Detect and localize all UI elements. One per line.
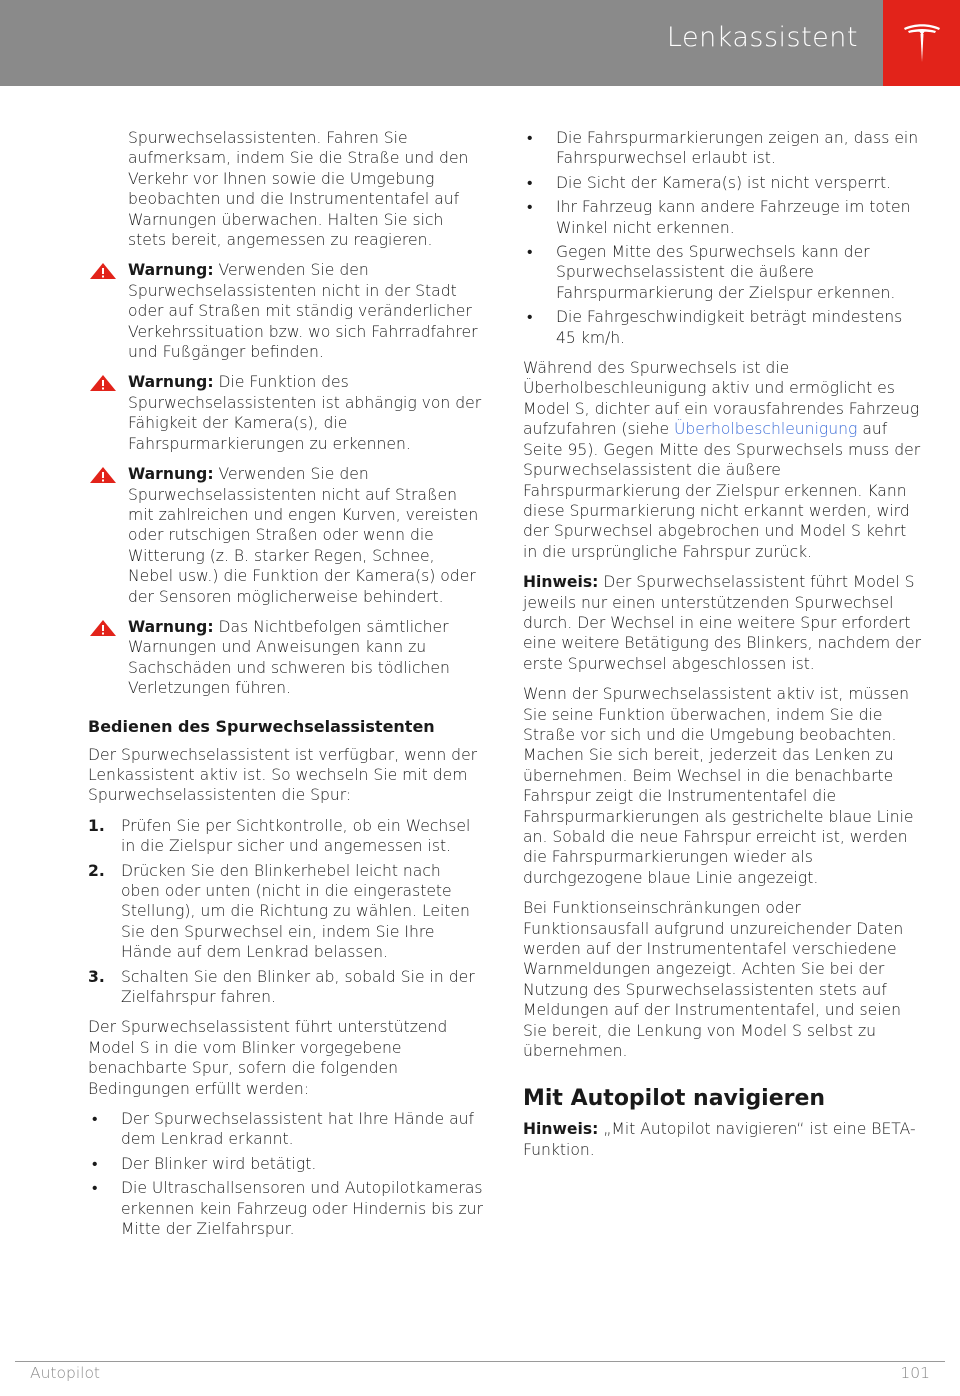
right-column: [523, 128, 923, 1170]
note-label: Hinweis:: [523, 573, 599, 592]
paragraph-text: auf Seite 95). Gegen Mitte des Spurwechsels muss der Spurwechselassistent die äußere Fahrspurmarkierung der Zielspur erkennen. Kann diese Spurmarkierung nicht erkannt werden, wird der Spurwechsel abgebrochen und Model S kehrt in die ursprüngliche Fahrspur zurück.: [523, 420, 921, 561]
warning-text: Die Funktion des Spurwechselassistenten ist abhängig von der Fähigkeit der Kamera(s), die Fahrspurmarkierungen zu erkennen.: [128, 373, 482, 453]
paragraph-text: Während des Spurwechsels ist die Überholbeschleunigung aktiv und ermöglicht es Model S, dichter auf ein vorausfahrendes Fahrzeug aufzufahren (siehe: [523, 359, 920, 439]
note-text: Der Spurwechselassistent führt Model S jeweils nur einen unterstützenden Spurwechsel durch. Der Wechsel in eine weitere Spur erfordert eine weitere Betätigung des Blinkers, nachdem der erste Spurwechsel abgeschlossen ist.: [523, 573, 922, 673]
note-label: Hinweis:: [523, 1120, 599, 1139]
warning-block: [88, 464, 483, 607]
step-text: Drücken Sie den Blinkerhebel leicht nach oben oder unten (nicht in die eingerastete Stellung), um die Richtung zu wählen. Leiten Sie den Spurwechsel ein, indem Sie Ihre Hände auf dem Lenkrad belassen.: [121, 861, 470, 962]
list-item: • Der Spurwechselassistent hat Ihre Hände auf dem Lenkrad erkannt.: [88, 1109, 483, 1150]
list-item: [88, 967, 483, 1008]
warning-label: Warnung:: [128, 261, 214, 280]
overtake-acceleration-link[interactable]: Überholbeschleunigung: [674, 420, 858, 439]
warning-label: Warnung:: [128, 617, 214, 636]
step-number: 2.: [88, 861, 105, 880]
list-item: [88, 816, 483, 857]
navigate-heading: Mit Autopilot navigieren: [523, 1086, 826, 1112]
step-text: Schalten Sie den Blinker ab, sobald Sie in der Zielfahrspur fahren.: [121, 967, 475, 1007]
limitations-paragraph: Bei Funktionseinschränkungen oder Funktionsausfall aufgrund unzureichender Daten werden auf der Instrumententafel verschiedene Warnmeldungen angezeigt. Achten Sie bei der Nutzung des Spurwechselassistenten stets auf Meldungen auf der Instrumententafel, und seien Sie bereit, die Lenkung von Model S selbst zu übernehmen.: [523, 899, 904, 1061]
step-number: 3.: [88, 967, 105, 986]
warning-triangle-icon: [88, 619, 118, 637]
page-number: 101: [900, 1364, 930, 1382]
warning-text: Das Nichtbefolgen sämtlicher Warnungen und Anweisungen kann zu Sachschäden und schweren bis tödlichen Verletzungen führen.: [128, 617, 450, 698]
footer-divider: [15, 1361, 945, 1362]
step-number: 1.: [88, 816, 105, 835]
warning-text: Verwenden Sie den Spurwechselassistenten nicht auf Straßen mit zahlreichen und engen Kurven, vereisten oder rutschigen Straßen oder wenn die Witterung (z. B. starker Regen, Schnee, Nebel usw.) die Funktion der Kamera(s) oder der Sensoren möglicherweise behindert.: [128, 465, 479, 606]
conditions-list: [88, 1109, 483, 1239]
list-item: • Gegen Mitte des Spurwechsels kann der Spurwechselassistent die äußere Fahrspurmarkierung der Zielspur erkennen.: [523, 242, 923, 303]
tesla-logo: [883, 0, 960, 86]
footer-section: Autopilot: [30, 1364, 100, 1382]
overtake-paragraph: [523, 358, 923, 562]
list-item: • Die Ultraschallsensoren und Autopilotkameras erkennen kein Fahrzeug oder Hindernis bis zur Mitte der Zielfahrspur.: [88, 1178, 483, 1239]
tesla-logo-icon: [902, 22, 942, 64]
warning-label: Warnung:: [128, 465, 214, 484]
list-item: • Die Sicht der Kamera(s) ist nicht versperrt.: [523, 173, 923, 193]
list-item: • Die Fahrspurmarkierungen zeigen an, dass ein Fahrspurwechsel erlaubt ist.: [523, 128, 923, 169]
list-item: • Die Fahrgeschwindigkeit beträgt mindestens 45 km/h.: [523, 307, 923, 348]
warning-block: [88, 372, 483, 454]
intro-paragraph: Spurwechselassistenten. Fahren Sie aufmerksam, indem Sie die Straße und den Verkehr vor Ihnen sowie die Umgebung beobachten und die Instrumententafel auf Warnungen überwachen. Halten Sie sich stets bereit, angemessen zu reagieren.: [128, 129, 469, 250]
page-header: [0, 0, 960, 86]
note-text: „Mit Autopilot navigieren“ ist eine BETA-Funktion.: [523, 1120, 916, 1159]
conditions-intro: Der Spurwechselassistent führt unterstützend Model S in die vom Blinker vorgegebene benachbarte Spur, sofern die folgenden Bedingungen erfüllt werden:: [88, 1018, 448, 1098]
step-text: Prüfen Sie per Sichtkontrolle, ob ein Wechsel in die Zielspur sicher und angemessen ist.: [121, 816, 471, 856]
warning-label: Warnung:: [128, 373, 214, 392]
warning-block: [88, 260, 483, 362]
warning-triangle-icon: [88, 466, 118, 484]
note-paragraph: [523, 1119, 923, 1160]
monitoring-paragraph: Wenn der Spurwechselassistent aktiv ist, müssen Sie seine Funktion überwachen, indem Sie die Straße vor sich und die Umgebung beobachten. Machen Sie sich bereit, jederzeit das Lenken zu übernehmen. Beim Wechsel in die benachbarte Fahrspur zeigt die Instrumententafel die Fahrspurmarkierungen als gestrichelte blaue Linie an. Sobald die neue Fahrspur erreicht ist, werden die Fahrspurmarkierungen wieder als durchgezogene blaue Linie angezeigt.: [523, 685, 914, 887]
list-item: • Der Blinker wird betätigt.: [88, 1154, 483, 1174]
section-intro: Der Spurwechselassistent ist verfügbar, wenn der Lenkassistent aktiv ist. So wechseln Sie mit dem Spurwechselassistenten die Spur:: [88, 745, 478, 805]
section-heading: Bedienen des Spurwechselassistenten: [88, 716, 435, 736]
steps-list: [88, 816, 483, 1008]
warning-triangle-icon: [88, 262, 118, 280]
warning-text: Verwenden Sie den Spurwechselassistenten nicht in der Stadt oder auf Straßen mit ständig veränderlicher Verkehrssituation bzw. wo sich Fahrradfahrer und Fußgänger befinden.: [128, 261, 478, 362]
left-column: [88, 128, 483, 1250]
warning-triangle-icon: [88, 374, 118, 392]
list-item: [88, 861, 483, 963]
warning-block: [88, 617, 483, 699]
list-item: • Ihr Fahrzeug kann andere Fahrzeuge im toten Winkel nicht erkennen.: [523, 197, 923, 238]
page-title: Lenkassistent: [666, 22, 858, 53]
note-paragraph: [523, 572, 923, 674]
conditions-list-continued: [523, 128, 923, 348]
